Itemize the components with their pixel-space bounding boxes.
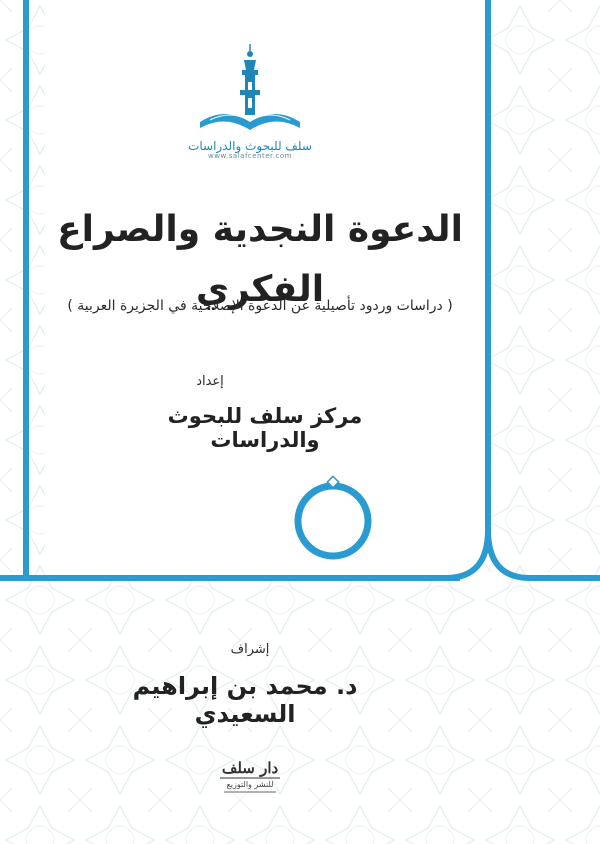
publisher-name: دار سلف xyxy=(221,759,279,777)
publisher-tagline: للنشر والتوزيع xyxy=(226,780,274,789)
supervisor-name: د. محمد بن إبراهيم السعيدي xyxy=(132,672,358,728)
prepared-by-label: إعداد xyxy=(196,374,224,389)
book-title: الدعوة النجدية والصراع الفكري xyxy=(57,209,463,310)
supervision-label: إشراف xyxy=(230,642,270,657)
logo-url: www.salafcenter.com xyxy=(208,152,292,160)
book-subtitle: ( دراسات وردود تأصيلية عن الدعوة الإصلاحية في الجزيرة العربية ) xyxy=(67,298,453,314)
circle-ornament-icon xyxy=(298,476,368,556)
minaret-book-icon xyxy=(190,40,310,140)
preparer-name: مركز سلف للبحوث والدراسات xyxy=(167,404,363,452)
logo-name: سلف للبحوث والدراسات xyxy=(188,139,312,153)
